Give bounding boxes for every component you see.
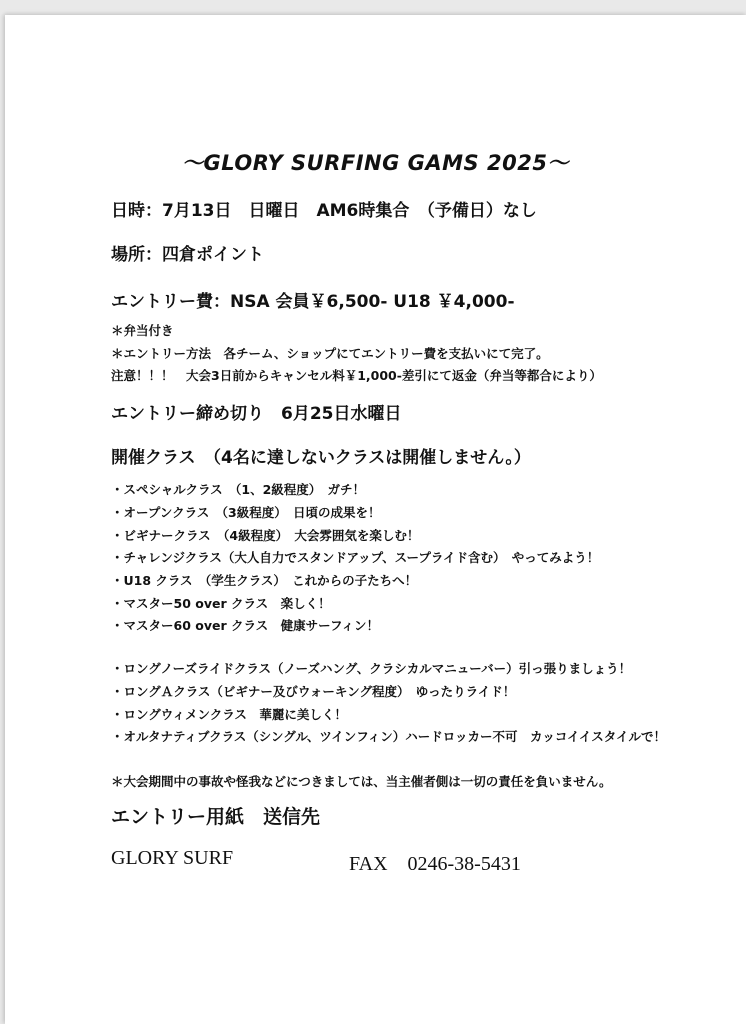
note-entry-method: ＊エントリー方法 各チーム、ショップにてエントリー費を支払いにて完了。 bbox=[111, 346, 549, 361]
class-item: ・チャレンジクラス（大人自力でスタンドアップ、スープライド含む） やってみよう！ bbox=[111, 550, 600, 565]
long-class-item: ・オルタナティブクラス（シングル、ツインフィン）ハードロッカー不可 カッコイイスタイルで！ bbox=[111, 729, 666, 744]
contact-fax: FAX 0246-38-5431 bbox=[349, 853, 521, 875]
long-class-item: ・ロングウィメンクラス 華麗に美しく！ bbox=[111, 707, 347, 722]
entry-fee: エントリー費：NSA 会員￥6,500- U18 ￥4,000- bbox=[111, 292, 515, 312]
long-class-item: ・ロングノーズライドクラス（ノーズハング、クラシカルマニューバー）引っ張りましょう！ bbox=[111, 661, 632, 676]
disclaimer: ＊大会期間中の事故や怪我などにつきましては、当主催者側は一切の責任を負いません。 bbox=[111, 774, 612, 789]
long-class-item: ・ロングＡクラス（ビギナー及びウォーキング程度） ゆったりライド！ bbox=[111, 684, 516, 699]
class-item: ・マスター60 over クラス 健康サーフィン！ bbox=[111, 618, 379, 633]
event-date: 日時：7月13日 日曜日 AM6時集合 （予備日）なし bbox=[111, 201, 537, 221]
send-heading: エントリー用紙 送信先 bbox=[111, 806, 321, 828]
note-bento: ＊弁当付き bbox=[111, 323, 174, 338]
contact-name: GLORY SURF bbox=[111, 847, 234, 869]
classes-heading: 開催クラス （4名に達しないクラスは開催しません。） bbox=[111, 448, 531, 468]
note-cancel: 注意！！！ 大会3日前からキャンセル料￥1,000-差引にて返金（弁当等都合により） bbox=[111, 368, 602, 383]
event-venue: 場所：四倉ポイント bbox=[111, 245, 264, 265]
class-item: ・オープンクラス （3級程度） 日頃の成果を！ bbox=[111, 505, 381, 520]
entry-deadline: エントリー締め切り 6月25日水曜日 bbox=[111, 404, 402, 424]
flyer-page bbox=[5, 15, 746, 1024]
class-item: ・スペシャルクラス （1、2級程度） ガチ！ bbox=[111, 482, 366, 497]
class-item: ・ビギナークラス （4級程度） 大会雰囲気を楽しむ！ bbox=[111, 528, 420, 543]
event-title: ～GLORY SURFING GAMS 2025～ bbox=[182, 151, 569, 175]
class-item: ・マスター50 over クラス 楽しく！ bbox=[111, 596, 331, 611]
class-item: ・U18 クラス （学生クラス） これからの子たちへ！ bbox=[111, 573, 418, 588]
